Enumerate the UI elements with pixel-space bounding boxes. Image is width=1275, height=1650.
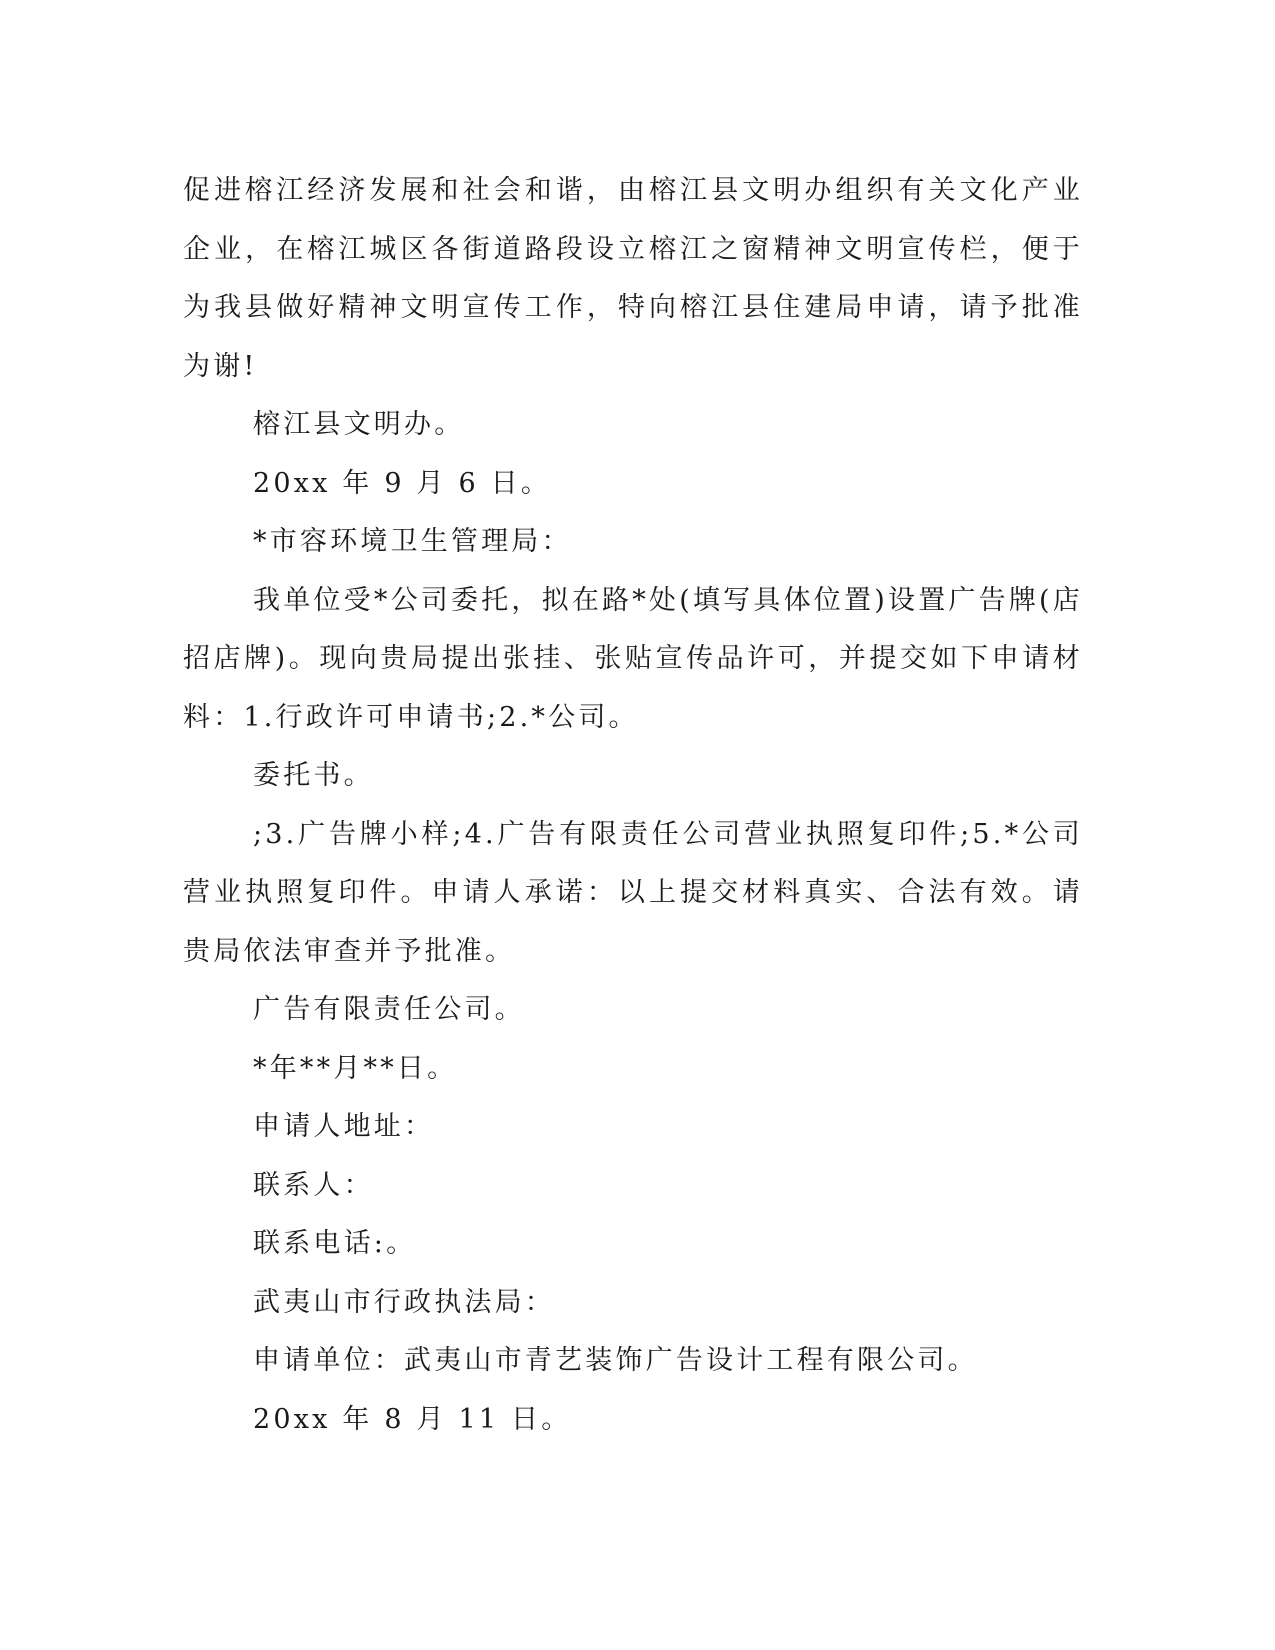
paragraph-date-placeholder: *年**月**日。 — [253, 1052, 458, 1084]
paragraph-opening-request: 促进榕江经济发展和社会和谐，由榕江县文明办组织有关文化产业企业，在榕江城区各街道路段设立榕江之窗精神文明宣传栏，便于为我县做好精神文明宣传工作，特向榕江县住建局申请，请予批准为谢! — [183, 175, 1083, 382]
document-body — [183, 162, 1083, 1449]
paragraph-materials-list: ;3.广告牌小样;4.广告有限责任公司营业执照复印件;5.*公司营业执照复印件。申请人承诺：以上提交材料真实、合法有效。请贵局依法审查并予批准。 — [183, 818, 1083, 967]
paragraph-addressee-wuyishan: 武夷山市行政执法局： — [253, 1286, 555, 1318]
paragraph-date-rongjiang: 20xx 年 9 月 6 日。 — [253, 467, 552, 499]
paragraph-signature-company: 广告有限责任公司。 — [253, 994, 525, 1025]
paragraph-addressee-sanitation: *市容环境卫生管理局： — [253, 526, 572, 557]
paragraph-signature-rongjiang: 榕江县文明办。 — [253, 409, 465, 440]
paragraph-contact-phone: 联系电话:。 — [253, 1228, 417, 1259]
paragraph-contact-person: 联系人： — [253, 1169, 374, 1201]
paragraph-date-wuyishan: 20xx 年 8 月 11 日。 — [253, 1403, 572, 1435]
paragraph-applicant-unit: 申请单位：武夷山市青艺装饰广告设计工程有限公司。 — [253, 1345, 978, 1376]
paragraph-application-body: 我单位受*公司委托，拟在路*处(填写具体位置)设置广告牌(店招店牌)。现向贵局提出张挂、张贴宣传品许可，并提交如下申请材料：1.行政许可申请书;2.*公司。 — [183, 584, 1083, 733]
paragraph-entrustment: 委托书。 — [253, 760, 374, 791]
paragraph-applicant-address: 申请人地址： — [253, 1111, 435, 1142]
